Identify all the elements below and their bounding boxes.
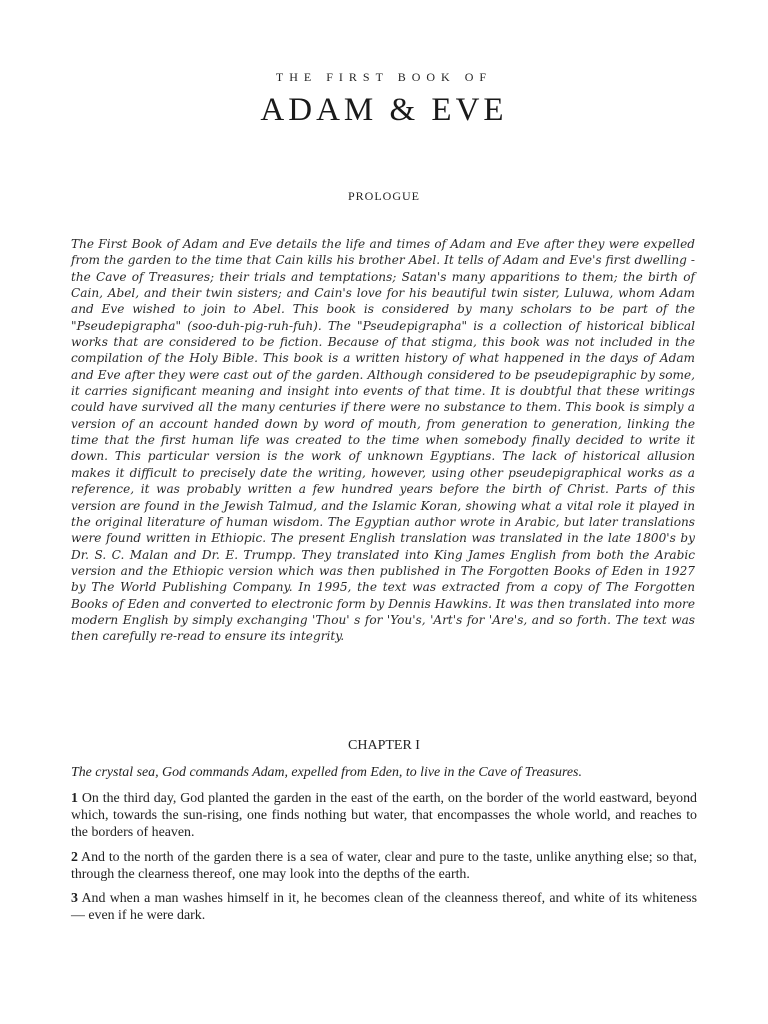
chapter-summary: The crystal sea, God commands Adam, expelled from Eden, to live in the Cave of Treasures. — [71, 765, 582, 780]
verse — [71, 790, 697, 842]
prologue-heading: PROLOGUE — [347, 189, 420, 203]
verse-number: 2 — [71, 849, 78, 865]
verse — [71, 890, 697, 924]
verse-text: On the third day, God planted the garden in the east of the earth, on the border of the world eastward, beyond which, towards the sun-rising, one finds nothing but water, that encompasses the whole world, and reaches to the borders of heaven. — [71, 791, 697, 841]
verse-text: And to the north of the garden there is a sea of water, clear and pure to the taste, unlike anything else; so that, through the clearness thereof, one may look into the depths of the earth. — [71, 849, 697, 882]
verse-list — [71, 790, 697, 931]
verse — [71, 849, 697, 883]
chapter-heading: CHAPTER I — [348, 738, 420, 753]
verse-text: And when a man washes himself in it, he becomes clean of the cleanness thereof, and white of its whiteness — even if he were dark. — [71, 891, 697, 924]
book-title: ADAM & EVE — [260, 92, 508, 128]
book-subtitle: THE FIRST BOOK OF — [275, 70, 493, 84]
prologue-text: The First Book of Adam and Eve details the life and times of Adam and Eve after they were expelled from the garden to the time that Cain kills his brother Abel. It tells of Adam and Eve's first dwelling - the Cave of Treasures; their trials and temptations; Satan's many apparitions to them; the birth of Cain, Abel, and their twin sisters; and Cain's love for his beautiful twin sister, Luluwa, whom Adam and Eve wished to join to Abel. This book is considered by many scholars to be part of the "Pseudepigrapha" (soo-duh-pig-ruh-fuh). The "Pseudepigrapha" is a collection of historical biblical works that are considered to be fiction. Because of that stigma, this book was not included in the compilation of the Holy Bible. This book is a written history of what happened in the days of Adam and Eve after they were cast out of the garden. Although considered to be pseudepigraphic by some, it carries significant meaning and insight into events of that time. It is doubtful that these writings could have survived all the many centuries if there were no substance to them. This book is simply a version of an account handed down by word of mouth, from generation to generation, linking the time that the first human life was created to the time when somebody finally decided to write it down. This particular version is the work of unknown Egyptians. The lack of historical allusion makes it difficult to precisely date the writing, however, using other pseudepigraphical works as a reference, it was probably written a few hundred years before the birth of Christ. Parts of this version are found in the Jewish Talmud, and the Islamic Koran, showing what a vital role it played in the original literature of human wisdom. The Egyptian author wrote in Arabic, but later translations were found written in Ethiopic. The present English translation was translated in the late 1800's by Dr. S. C. Malan and Dr. E. Trumpp. They translated into King James English from both the Arabic version and the Ethiopic version which was then published in The Forgotten Books of Eden in 1927 by The World Publishing Company. In 1995, the text was extracted from a copy of The Forgotten Books of Eden and converted to electronic form by Dennis Hawkins. It was then translated into more modern English by simply exchanging 'Thou' s for 'You's, 'Art's for 'Are's, and so forth. The text was then carefully re-read to ensure its integrity. — [71, 237, 695, 644]
verse-number: 1 — [71, 791, 78, 806]
verse-number: 3 — [71, 891, 78, 907]
